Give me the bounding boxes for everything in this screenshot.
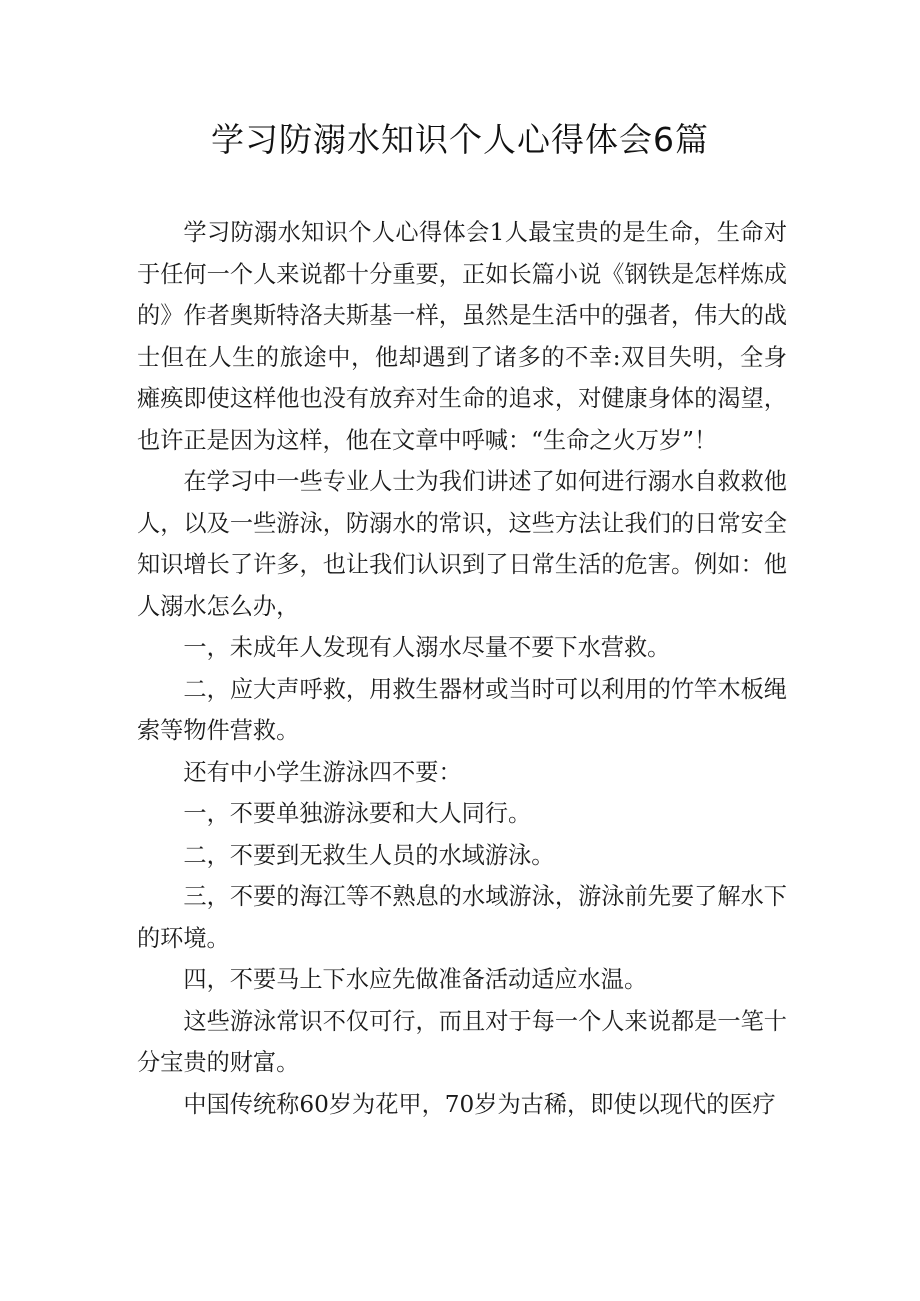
paragraph-11: 中国传统称60岁为花甲，70岁为古稀，即使以现代的医疗 (183, 1090, 776, 1118)
paragraph-7: 二，不要到无救生人员的水域游泳。 (183, 841, 555, 869)
paragraph-1: 学习防溺水知识个人心得体会1人最宝贵的是生命，生命对于任何一个人来说都十分重要，正如长篇小说《钢铁是怎样炼成的》作者奥斯特洛夫斯基一样，虽然是生活中的强者，伟大的战士但在人生的旅途中，他却遇到了诸多的不幸:双目失明，全身瘫痪即使这样他也没有放弃对生命的追求，对健康身体的渴望，也许正是因为这样，他在文章中呼喊：“生命之火万岁”！ (137, 219, 787, 454)
paragraph-6: 一，不要单独游泳要和大人同行。 (183, 800, 532, 827)
paragraph-5: 还有中小学生游泳四不要： (183, 758, 462, 786)
document-body (137, 212, 787, 1125)
paragraph-3: 一，未成年人发现有人溺水尽量不要下水营救。 (183, 634, 671, 661)
paragraph-10: 这些游泳常识不仅可行，而且对于每一个人来说都是一笔十分宝贵的财富。 (137, 1007, 787, 1076)
paragraph-9: 四，不要马上下水应先做准备活动适应水温。 (183, 966, 648, 993)
paragraph-8: 三，不要的海江等不熟息的水域游泳，游泳前先要了解水下的环境。 (137, 883, 787, 952)
paragraph-2: 在学习中一些专业人士为我们讲述了如何进行溺水自救救他人，以及一些游泳，防溺水的常识，这些方法让我们的日常安全知识增长了许多，也让我们认识到了日常生活的危害。例如：他人溺水怎么办， (137, 468, 787, 620)
document-title: 学习防溺水知识个人心得体会6篇 (211, 120, 709, 159)
paragraph-4: 二，应大声呼救，用救生器材或当时可以利用的竹竿木板绳索等物件营救。 (137, 675, 787, 744)
